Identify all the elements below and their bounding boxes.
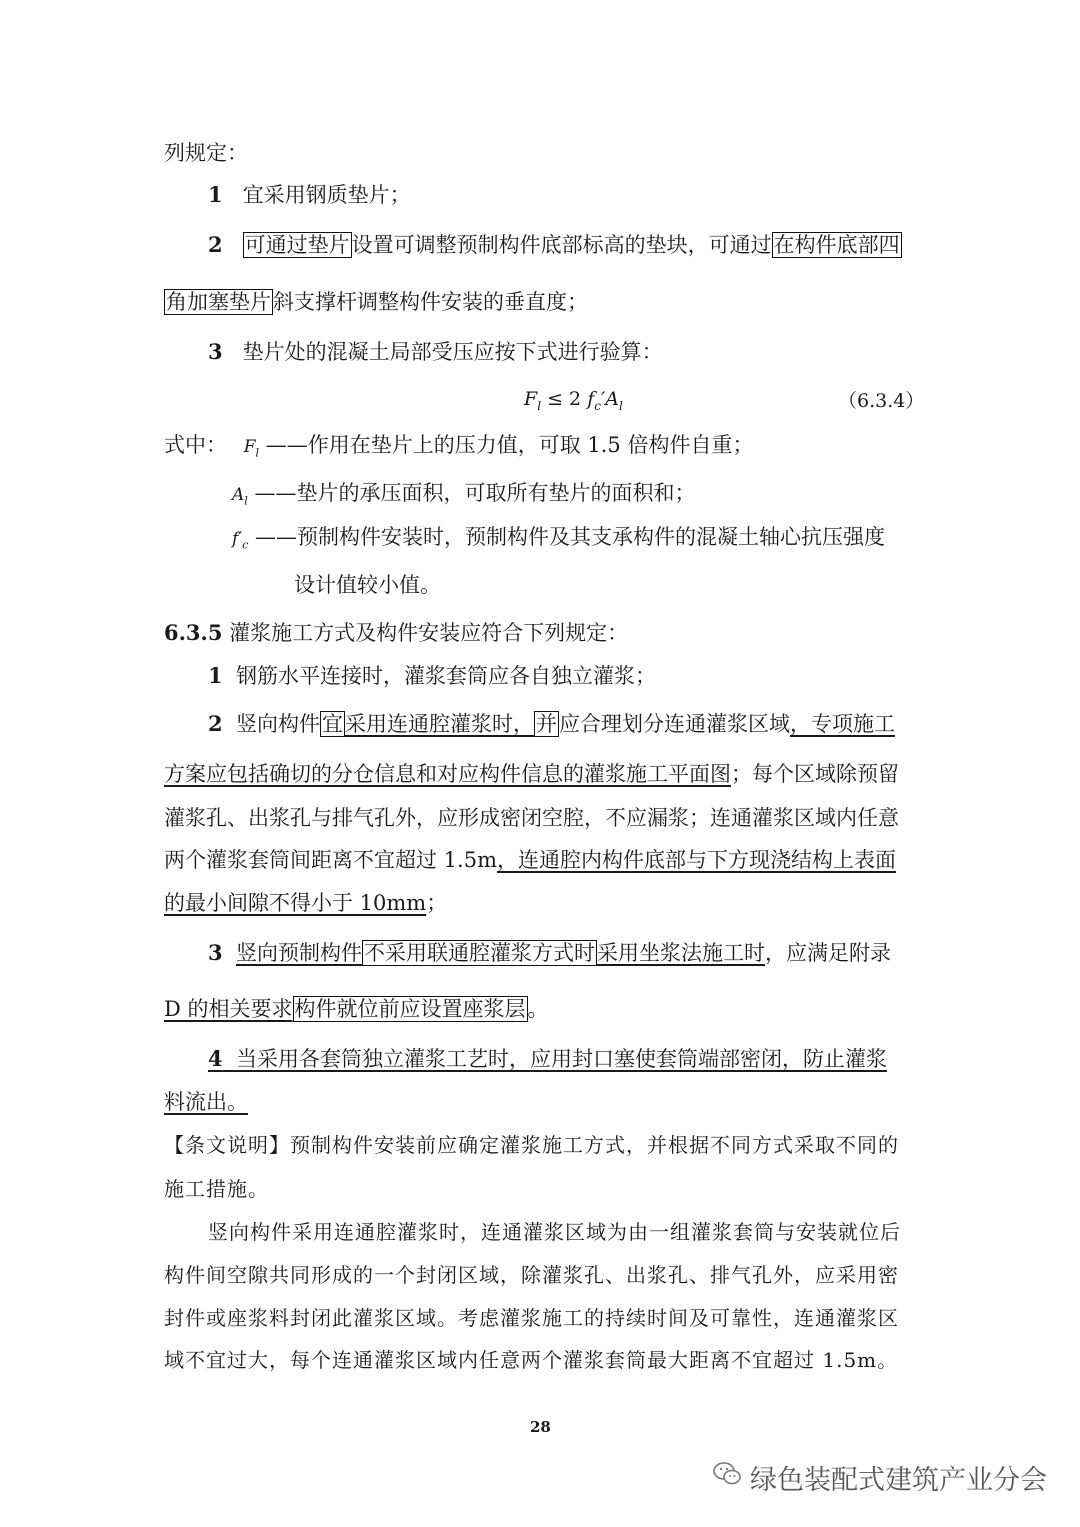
list-item-2 (208, 230, 902, 260)
grout-item-2-line3: 灌浆孔、出浆孔与排气孔外，应形成密闭空腔，不应漏浆；连通灌浆区域内任意 (164, 806, 899, 830)
page-number: 28 (530, 1418, 551, 1436)
where-line-3b: 设计值较小值。 (294, 573, 441, 597)
grout-item-4-line2: 料流出。 (164, 1090, 248, 1114)
formula: $F_l \le 2$ $f_c'A_l$ (524, 388, 623, 413)
boxed-text: 宜 (321, 712, 343, 736)
where-line-3: $f'_c$ ——预制构件安装时，预制构件及其支承构件的混凝土轴心抗压强度 (232, 522, 885, 560)
boxed-text: 构件就位前应设置座浆层 (294, 997, 526, 1021)
boxed-text: 并 (535, 712, 557, 736)
grout-item-2-line4: 两个灌浆套筒间距离不宜超过 1.5m，连通腔内构件底部与下方现浇结构上表面 (164, 848, 896, 872)
grout-item-1: 1 钢筋水平连接时，灌浆套筒应各自独立灌浆； (208, 663, 656, 688)
watermark (712, 1458, 1047, 1497)
variable: $f'_c$ (232, 529, 249, 552)
boxed-text: 可通过垫片 (244, 233, 350, 257)
boxed-text: 角加塞垫片 (166, 290, 271, 314)
commentary-line-5: 封件或座浆料封闭此灌浆区域。考虑灌浆施工的持续时间及可靠性，连通灌浆区 (164, 1306, 899, 1330)
commentary-line-2: 施工措施。 (164, 1177, 269, 1201)
list-number: 1 (208, 182, 223, 207)
list-item-1 (208, 180, 411, 210)
variable: $A_l$ (232, 485, 248, 508)
grout-item-3-line2: D 的相关要求构件就位前应设置座浆层。 (164, 997, 549, 1021)
grout-item-4: 4 当采用各套筒独立灌浆工艺时，应用封口塞使套筒端部密闭，防止灌浆 (208, 1046, 887, 1071)
list-number: 3 (208, 339, 223, 364)
list-item-3 (208, 337, 663, 367)
equation-number: （6.3.4） (838, 390, 925, 412)
boxed-text: 在构件底部四 (773, 233, 900, 257)
commentary-line-6: 域不宜过大，每个连通灌浆区域内任意两个灌浆套筒最大距离不宜超过 1.5m。 (164, 1348, 899, 1372)
section-6-3-5: 6.3.5 灌浆施工方式及构件安装应符合下列规定： (164, 620, 629, 645)
list-text: 垫片处的混凝土局部受压应按下式进行验算： (242, 340, 663, 364)
commentary-line-3: 竖向构件采用连通腔灌浆时，连通灌浆区域为由一组灌浆套筒与安装就位后 (208, 1220, 901, 1244)
boxed-text: 不采用联通腔灌浆方式时 (363, 941, 595, 965)
wechat-icon (712, 1460, 742, 1495)
list-text: 斜支撑杆调整构件安装的垂直度； (273, 290, 588, 314)
list-item-2-cont (164, 287, 588, 317)
commentary-line-4: 构件间空隙共同形成的一个封闭区域，除灌浆孔、出浆孔、排气孔外，应采用密 (164, 1263, 899, 1287)
commentary-line-1: 【条文说明】预制构件安装前应确定灌浆施工方式，并根据不同方式采取不同的 (164, 1133, 899, 1157)
watermark-text: 绿色装配式建筑产业分会 (750, 1465, 1047, 1496)
where-line-1: 式中： $F_l$ ——作用在垫片上的压力值，可取 1.5 倍构件自重； (164, 430, 753, 468)
list-number: 2 (208, 232, 223, 257)
grout-item-2: 2 竖向构件宜采用连通腔灌浆时，并应合理划分连通灌浆区域，专项施工 (208, 711, 895, 736)
grout-item-3: 3 竖向预制构件不采用联通腔灌浆方式时采用坐浆法施工时，应满足附录 (208, 940, 891, 965)
where-line-2: $A_l$ ——垫片的承压面积，可取所有垫片的面积和； (232, 478, 696, 516)
grout-item-2-line2: 方案应包括确切的分仓信息和对应构件信息的灌浆施工平面图；每个区域除预留 (164, 762, 899, 786)
grout-item-2-line5: 的最小间隙不得小于 10mm； (164, 891, 448, 915)
paragraph-continuation: 列规定： (164, 141, 248, 165)
list-text: 设置可调整预制构件底部标高的垫块，可通过 (351, 233, 772, 257)
variable: $F_l$ (243, 437, 260, 460)
list-text: 宜采用钢质垫片； (242, 183, 411, 207)
